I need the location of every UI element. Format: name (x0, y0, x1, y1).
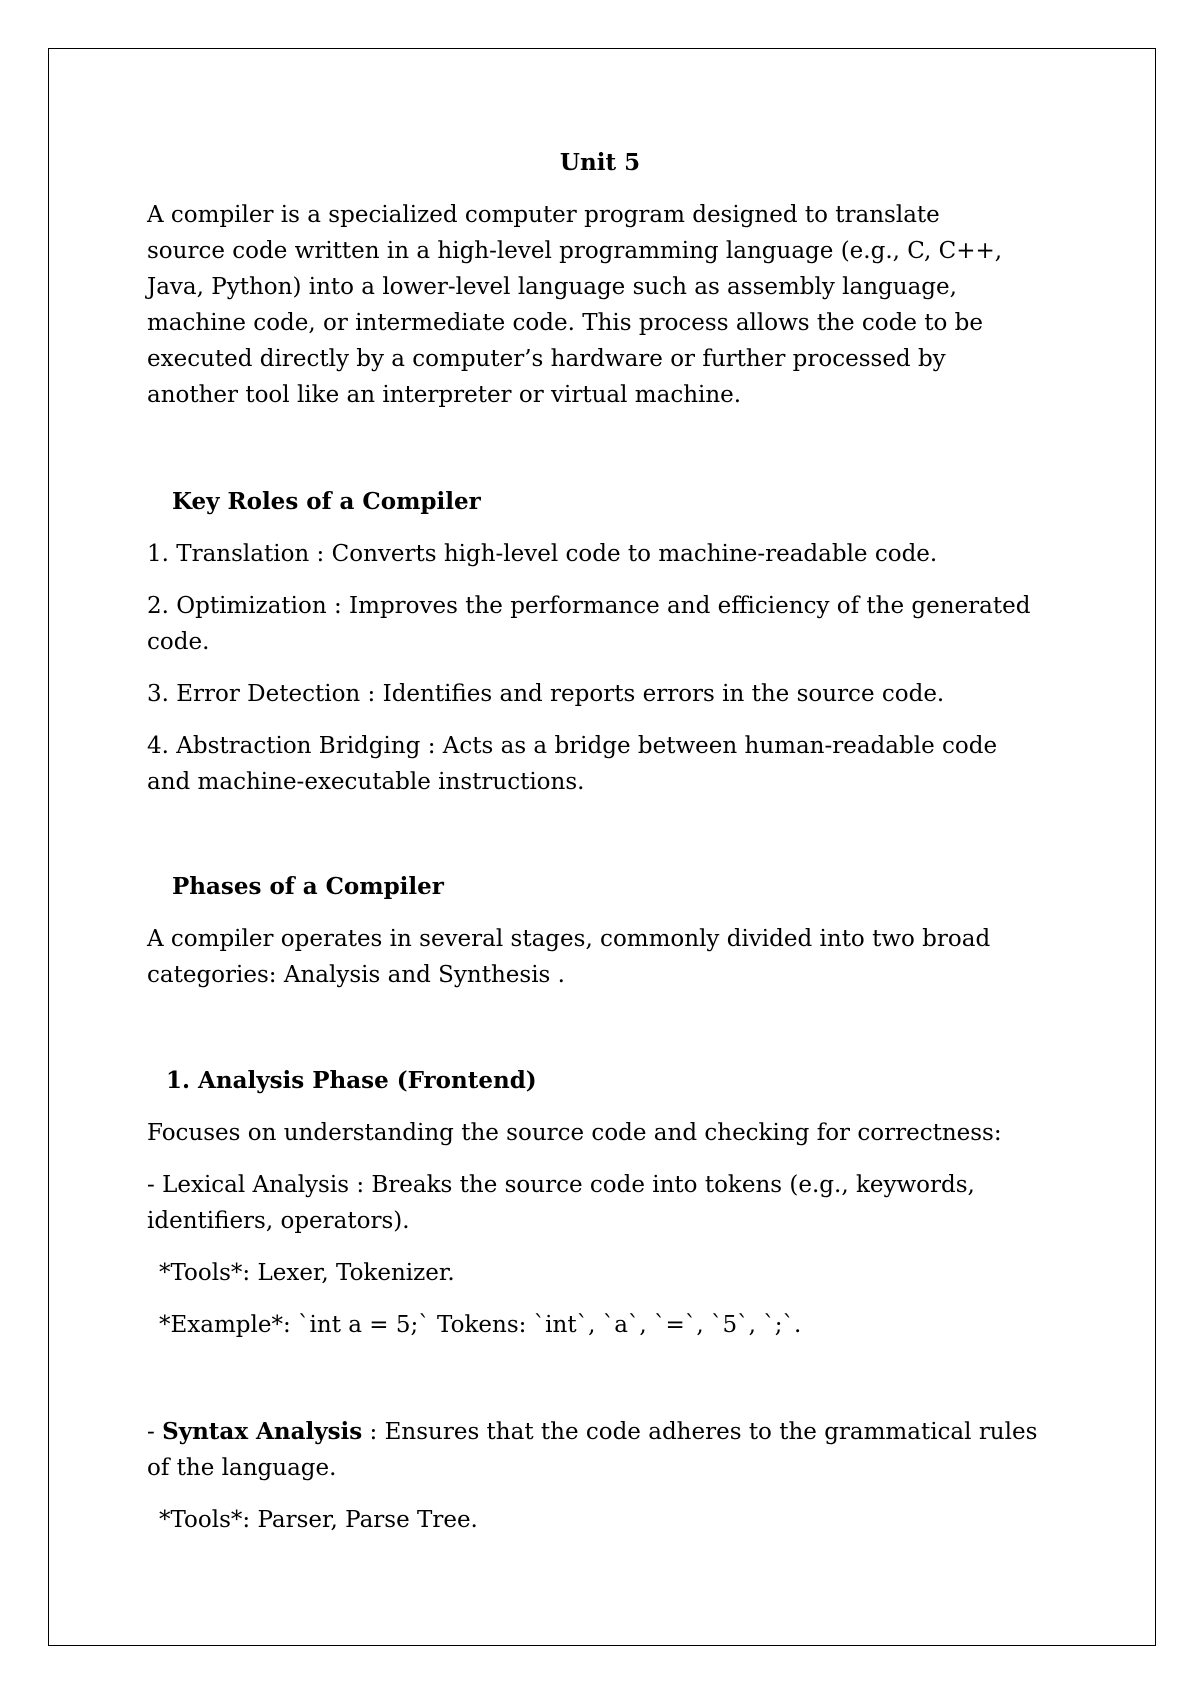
intro-line: machine code, or intermediate code. This process allows the code to be (147, 310, 983, 336)
list-item: 4. Abstraction Bridging : Acts as a bridge between human-readable code (147, 733, 998, 759)
syntax-analysis-desc: : Ensures that the code adheres to the grammatical rules (362, 1419, 1038, 1445)
syntax-analysis-line (147, 1414, 1067, 1450)
phases-text-line: categories: Analysis and Synthesis . (147, 962, 565, 988)
intro-line: source code written in a high-level programming language (e.g., C, C++, (147, 238, 1003, 264)
intro-line: executed directly by a computer’s hardware or further processed by (147, 346, 946, 372)
list-item-continuation: and machine-executable instructions. (147, 769, 585, 795)
intro-line: another tool like an interpreter or virtual machine. (147, 382, 742, 408)
syntax-dash: - (147, 1419, 163, 1445)
phases-heading: Phases of a Compiler (172, 873, 444, 900)
list-item: 3. Error Detection : Identifies and reports errors in the source code. (147, 681, 945, 707)
list-item: 2. Optimization : Improves the performance and efficiency of the generated (147, 593, 1031, 619)
page-title: Unit 5 (559, 149, 641, 176)
syntax-analysis-line: of the language. (147, 1455, 337, 1481)
lexical-example: *Example*: `int a = 5;` Tokens: `int`, `a`, `=`, `5`, `;`. (159, 1312, 802, 1338)
list-item-continuation: code. (147, 629, 210, 655)
list-item: 1. Translation : Converts high-level code to machine-readable code. (147, 541, 938, 567)
lexical-analysis-line: - Lexical Analysis : Breaks the source code into tokens (e.g., keywords, (147, 1172, 975, 1198)
lexical-analysis-line: identifiers, operators). (147, 1208, 410, 1234)
syntax-tools: *Tools*: Parser, Parse Tree. (159, 1507, 478, 1533)
key-roles-heading: Key Roles of a Compiler (172, 488, 481, 515)
phases-text-line: A compiler operates in several stages, commonly divided into two broad (147, 926, 991, 952)
analysis-heading: 1. Analysis Phase (Frontend) (166, 1067, 537, 1094)
intro-line: Java, Python) into a lower-level language such as assembly language, (147, 274, 957, 300)
lexical-tools: *Tools*: Lexer, Tokenizer. (159, 1260, 455, 1286)
syntax-analysis-label: Syntax Analysis (162, 1418, 363, 1445)
intro-line: A compiler is a specialized computer program designed to translate (147, 202, 940, 228)
analysis-focus: Focuses on understanding the source code and checking for correctness: (147, 1120, 1002, 1146)
